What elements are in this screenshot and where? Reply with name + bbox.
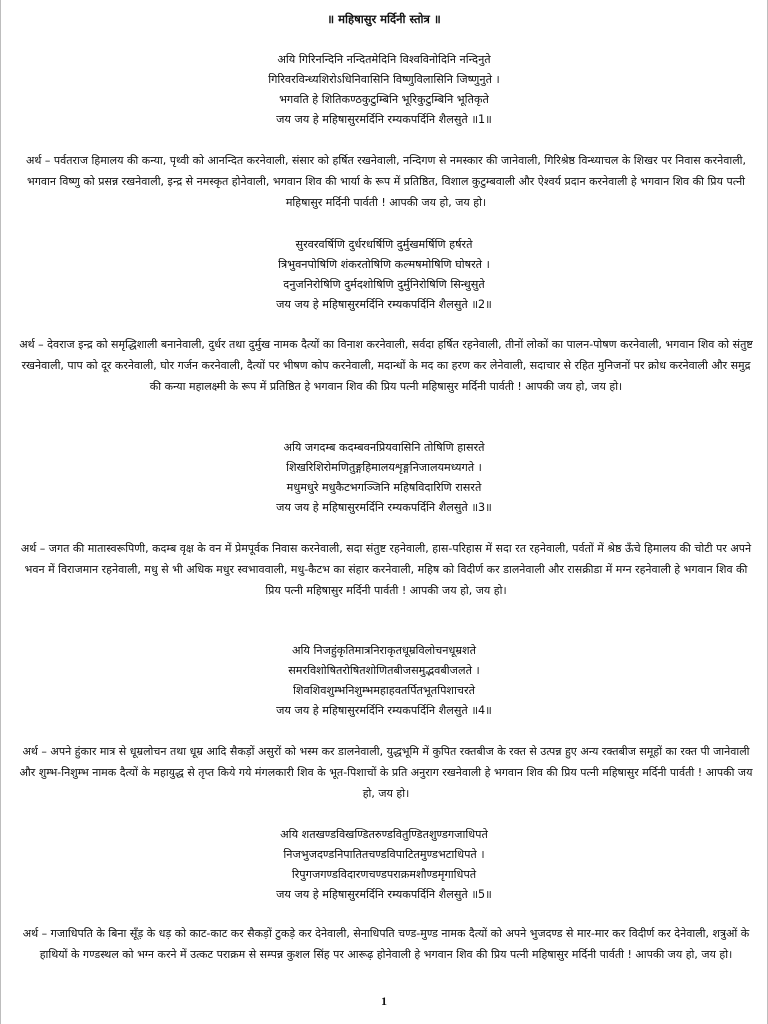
verse-line: जय जय हे महिषासुरमर्दिनि रम्यकपर्दिनि शैलसुते ॥1॥ [276,113,492,126]
verse-line: निजभुजदण्डनिपातितचण्डविपाटितमुण्डभटाधिपते । [283,848,485,861]
verse-line: शिवशिवशुम्भनिशुम्भमहाहवतर्पितभूतपिशाचरते [293,684,475,697]
stanza-3-meaning: अर्थ – जगत की मातास्वरूपिणी, कदम्ब वृक्ष के वन में प्रेमपूर्वक निवास करनेवाली, सदा संतुष्ट रहनेवाली, हास-परिहास में सदा रत रहनेवाली, पर्वतों में श्रेष्ठ ऊँचे हिमालय की चोटी पर अपने भवन में विराजमान रहनेवाली, मधु से भी अधिक मधुर स्वभाववाली, मधु-कैटभ का संहार करनेवाली, महिष को विदीर्ण कर डालनेवाली और रासक्रीडा में मग्न रहनेवाली हे भगवान शिव की प्रिय पत्नी महिषासुर मर्दिनी पार्वती ! आपकी जय हो, जय हो। [20,542,752,597]
stanza-3-verse [151,438,617,518]
stanza-1-meaning: अर्थ – पर्वतराज हिमालय की कन्या, पृथ्वी को आनन्दित करनेवाली, संसार को हर्षित रखनेवाली, नन्दिगण से नमस्कार की जानेवाली, गिरिश्रेष्ठ विन्ध्याचल के शिखर पर निवास करनेवाली, भगवान विष्णु को प्रसन्न रखनेवाली, इन्द्र से नमस्कृत होनेवाली, भगवान शिव की भार्या के रूप में प्रतिष्ठित, विशाल कुटुम्बवाली और ऐश्वर्य प्रदान करनेवाली हे भगवान शिव की प्रिय पत्नी महिषासुर मर्दिनी पार्वती ! आपकी जय हो, जय हो। [25,154,747,209]
verse-line: अयि जगदम्ब कदम्बवनप्रियवासिनि तोषिणि हासरते [283,441,485,454]
stanza-5-verse [151,825,617,905]
verse-line: अयि शतखण्डविखण्डितरुण्डवितुण्डितशुण्डगजाधिपते [280,828,488,841]
stanza-5-meaning: अर्थ – गजाधिपति के बिना सूँड़ के धड़ को काट-काट कर सैकड़ों टुकड़े कर देनेवाली, सेनाधिपति चण्ड-मुण्ड नामक दैत्यों को अपने भुजदण्ड से मार-मार कर विदीर्ण कर देनेवाली, शत्रुओं के हाथियों के गण्डस्थल को भग्न करने में उत्कट पराक्रम से सम्पन्न कुशल सिंह पर आरूढ़ होनेवाली हे भगवान शिव की प्रिय पत्नी महिषासुर मर्दिनी पार्वती ! आपकी जय हो, जय हो। [22,927,750,961]
verse-line: समरविशोषितरोषितशोणितबीजसमुद्भवबीजलते । [288,664,480,677]
verse-line: दनुजनिरोषिणि दुर्मदशोषिणि दुर्मुनिरोषिणि सिन्धुसुते [283,278,485,291]
verse-line: मधुमधुरे मधुकैटभगञ्जिनि महिषविदारिणि रासरते [286,481,482,494]
verse-line: जय जय हे महिषासुरमर्दिनि रम्यकपर्दिनि शैलसुते ॥2॥ [276,298,492,311]
verse-line: त्रिभुवनपोषिणि शंकरतोषिणि कल्मषमोषिणि घोषरते । [278,258,490,271]
stanza-2-verse [151,235,617,315]
verse-line: रिपुगजगण्डविदारणचण्डपराक्रमशौण्डमृगाधिपते [291,868,477,881]
verse-line: सुरवरवर्षिणि दुर्धरधर्षिणि दुर्मुखमर्षिणि हर्षरते [295,238,473,251]
stanza-4-verse [151,641,617,721]
stanza-4-meaning: अर्थ – अपने हुंकार मात्र से धूम्रलोचन तथा धूम्र आदि सैकड़ों असुरों को भस्म कर डालनेवाली, युद्धभूमि में कुपित रक्तबीज के रक्त से उत्पन्न हुए अन्य रक्तबीज समूहों का रक्त पी जानेवाली और शुम्भ-निशुम्भ नामक दैत्यों के महायुद्ध से तृप्त किये गये मंगलकारी शिव के भूत-पिशाचों के प्रति अनुराग रखनेवाली हे भगवान शिव की प्रिय पत्नी महिषासुर मर्दिनी पार्वती ! आपकी जय हो, जय हो। [19,745,753,800]
verse-line: अयि गिरिनन्दिनि नन्दितमेदिनि विश्वविनोदिनि नन्दिनुते [277,53,491,66]
page-number: 1 [381,994,387,1008]
verse-line: अयि निजहुंकृतिमात्रनिराकृतधूम्रविलोचनधूम्रशते [291,644,477,657]
verse-line: जय जय हे महिषासुरमर्दिनि रम्यकपर्दिनि शैलसुते ॥5॥ [276,888,492,901]
verse-line: जय जय हे महिषासुरमर्दिनि रम्यकपर्दिनि शैलसुते ॥4॥ [276,704,492,717]
stanza-1-verse [151,50,617,130]
stanza-2-meaning: अर्थ – देवराज इन्द्र को समृद्धिशाली बनानेवाली, दुर्धर तथा दुर्मुख नामक दैत्यों का विनाश करनेवाली, सर्वदा हर्षित रहनेवाली, तीनों लोकों का पालन-पोषण करनेवाली, भगवान शिव को संतुष्ट रखनेवाली, पाप को दूर करनेवाली, घोर गर्जन करनेवाली, दैत्यों पर भीषण कोप करनेवाली, मदान्धों के मद का हरण कर लेनेवाली, सदाचार से रहित मुनिजनों पर क्रोध करनेवाली और समुद्र की कन्या महालक्ष्मी के रूप में प्रतिष्ठित हे भगवान शिव की प्रिय पत्नी महिषासुर मर्दिनी पार्वती ! आपकी जय हो, जय हो। [19,338,753,393]
verse-line: गिरिवरविन्ध्यशिरोऽधिनिवासिनि विष्णुविलासिनि जिष्णुनुते । [268,73,500,86]
verse-line: भगवति हे शितिकण्ठकुटुम्बिनि भूरिकुटुम्बिनि भूतिकृते [279,93,489,106]
verse-line: जय जय हे महिषासुरमर्दिनि रम्यकपर्दिनि शैलसुते ॥3॥ [276,501,492,514]
page-title: ॥ महिषासुर मर्दिनी स्तोत्र ॥ [327,12,441,26]
verse-line: शिखरिशिरोमणितुङ्गहिमालयशृङ्गनिजालयमध्यगते । [286,461,482,474]
